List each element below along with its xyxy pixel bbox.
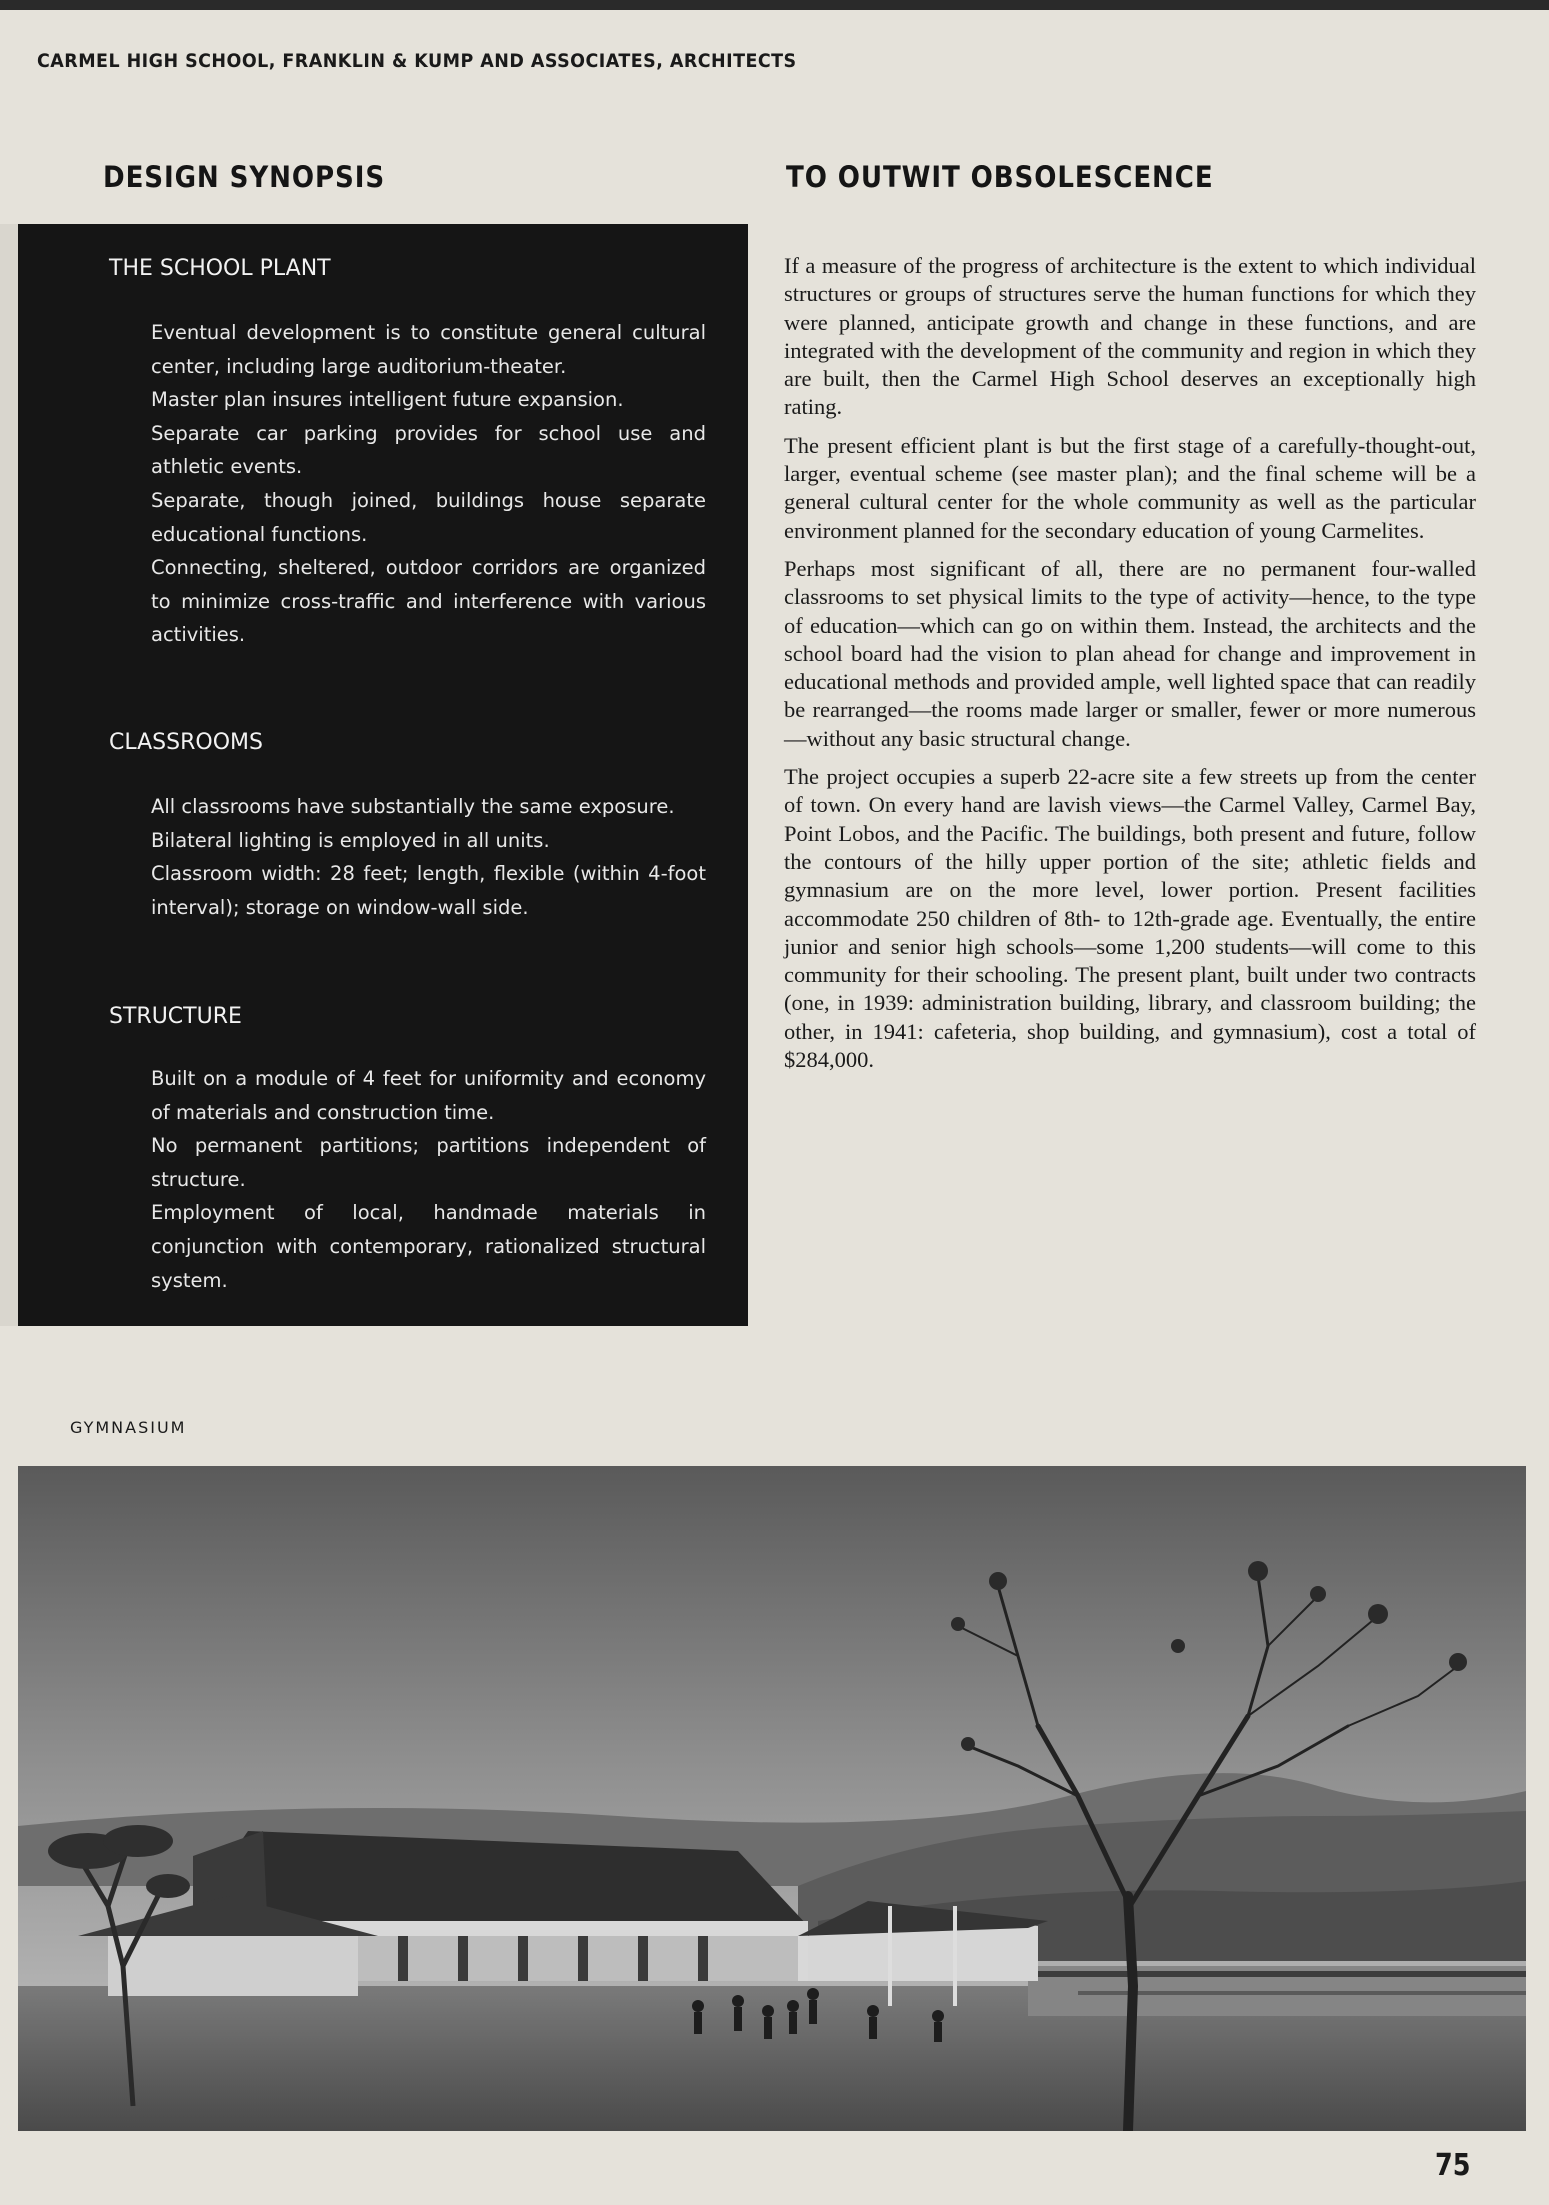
page-number: 75 [1435, 2148, 1471, 2183]
synopsis-item: Classroom width: 28 feet; length, flexible (within 4-foot interval); storage on window-wall side. [151, 862, 706, 919]
synopsis-heading-classrooms: CLASSROOMS [109, 730, 263, 755]
article-paragraph: If a measure of the progress of architecture is the extent to which individual structures or groups of structures serve the human functions for which they were planned, anticipate growth and change in these functions, and are integrated with the development of the community and region in which they are built, then the Carmel High School deserves an exceptionally high rating. [784, 253, 1476, 420]
synopsis-item: Eventual development is to constitute general cultural center, including large auditorium-theater. [151, 321, 706, 378]
top-rule [0, 0, 1549, 10]
gymnasium-photo [18, 1466, 1526, 2131]
synopsis-item: Built on a module of 4 feet for uniformity and economy of materials and construction time. [151, 1067, 706, 1124]
synopsis-heading-school-plant: THE SCHOOL PLANT [109, 256, 331, 281]
synopsis-item: Separate car parking provides for school use and athletic events. [151, 421, 706, 479]
running-head: CARMEL HIGH SCHOOL, FRANKLIN & KUMP AND ASSOCIATES, ARCHITECTS [37, 50, 797, 72]
synopsis-item: No permanent partitions; partitions independent of structure. [151, 1134, 706, 1191]
photo-caption: GYMNASIUM [70, 1418, 187, 1437]
article-paragraph: The present efficient plant is but the first stage of a carefully-thought-out, larger, eventual scheme (see master plan); and the final scheme will be a general cultural center for the whole community as well as the particular environment planned for the secondary education of young Carmelites. [784, 432, 1476, 543]
synopsis-item: Employment of local, handmade materials in conjunction with contemporary, rationalized structural system. [151, 1201, 706, 1292]
synopsis-list-school-plant [151, 316, 706, 652]
article-paragraph: Perhaps most significant of all, there are no permanent four-walled classrooms to set physical limits to the type of activity—hence, to the type of education—which can go on within them. Instead, the architects and the school board had the vision to plan ahead for change and improvement in educational methods and provided ample, well lighted space that can readily be rearranged—the rooms made larger or smaller, fewer or more numerous—without any basic structural change. [784, 555, 1476, 751]
synopsis-item: Separate, though joined, buildings house separate educational functions. [151, 488, 706, 546]
synopsis-item: Bilateral lighting is employed in all units. [151, 828, 550, 852]
synopsis-heading-structure: STRUCTURE [109, 1004, 242, 1029]
synopsis-item: Master plan insures intelligent future expansion. [151, 388, 624, 412]
synopsis-item: Connecting, sheltered, outdoor corridors are organized to minimize cross-traffic and interference with various activities. [151, 556, 706, 647]
design-synopsis-panel [18, 224, 748, 1326]
article-title: TO OUTWIT OBSOLESCENCE [786, 160, 1214, 194]
synopsis-list-structure [151, 1062, 706, 1297]
article-body [784, 252, 1476, 1084]
design-synopsis-title: DESIGN SYNOPSIS [103, 160, 386, 194]
article-paragraph: The project occupies a superb 22-acre site a few streets up from the center of town. On every hand are lavish views—the Carmel Valley, Carmel Bay, Point Lobos, and the Pacific. The buildings, both present and future, follow the contours of the hilly upper portion of the site; athletic fields and gymnasium are on the more level, lower portion. Present facilities accommodate 250 children of 8th- to 12th-grade age. Eventually, the entire junior and senior high schools—some 1,200 students—will come to this community for their schooling. The present plant, built under two contracts (one, in 1939: administration building, library, and classroom building; the other, in 1941: cafeteria, shop building, and gymnasium), cost a total of $284,000. [784, 764, 1476, 1073]
margin [0, 224, 18, 1326]
synopsis-list-classrooms [151, 790, 706, 924]
synopsis-item: All classrooms have substantially the same exposure. [151, 795, 675, 818]
